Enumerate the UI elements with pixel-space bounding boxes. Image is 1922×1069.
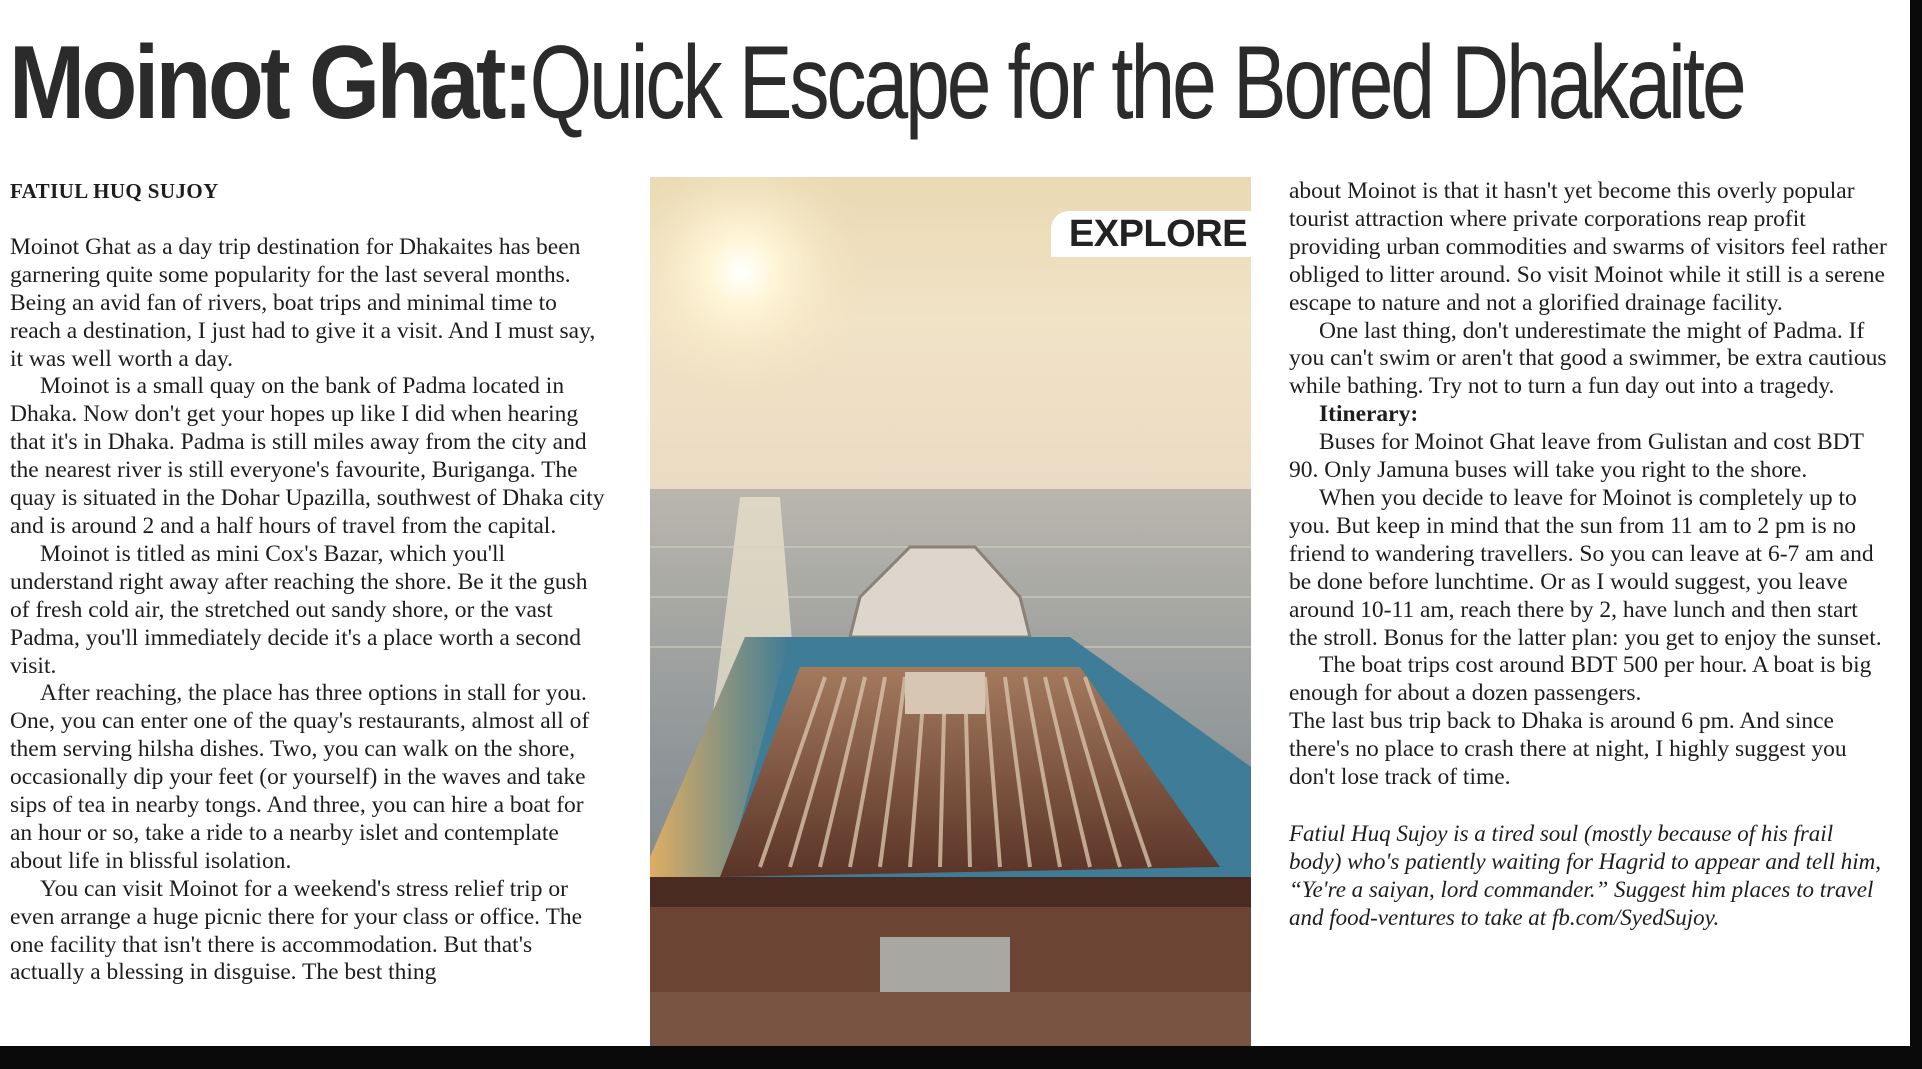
paragraph: When you decide to leave for Moinot is completely up to you. But keep in mind that the sun from 11 am to 2 pm is no friend to wandering travellers. So you can leave at 6-7 am and be done before lunchtime. Or as I would suggest, you leave around 10-11 am, reach there by 2, have lunch and then start the stroll. Bonus for the latter plan: you get to enjoy the sunset. — [1289, 484, 1882, 651]
paragraph: After reaching, the place has three options in stall for you. One, you can enter one of the quay's restaurants, almost all of them serving hilsha dishes. Two, you can walk on the shore, occasionally dip your feet (or yourself) in the waves and take sips of tea in nearby tongs. And three, you can hire a boat for an hour or so, take a ride to a nearby islet and contemplate about life in blissful isolation. — [10, 680, 590, 874]
paragraph: The boat trips cost around BDT 500 per hour. A boat is big enough for about a dozen passengers. — [1289, 652, 1872, 707]
paragraph: Buses for Moinot Ghat leave from Gulistan and cost BDT 90. Only Jamuna buses will take you right to the shore. — [1289, 429, 1864, 484]
paragraph: Moinot Ghat as a day trip destination for Dhakaites has been garnering quite some popularity for the last several months. Being an avid fan of rivers, boat trips and minimal time to reach a destination, I just had to give it a visit. And I must say, it was well worth a day. — [10, 233, 596, 372]
article-column-right — [1289, 178, 1889, 931]
paragraph: Moinot is a small quay on the bank of Padma located in Dhaka. Now don't get your hopes up like I did when hearing that it's in Dhaka. Padma is still miles away from the city and the nearest river is still everyone's favourite, Buriganga. The quay is situated in the Dohar Upazilla, southwest of Dhaka city and is around 2 and a half hours of travel from the capital. — [10, 373, 605, 539]
scan-border-bottom — [0, 1046, 1922, 1069]
author-bio: Fatiul Huq Sujoy is a tired soul (mostly because of his frail body) who's patiently waiting for Hagrid to appear and tell him, “Ye're a saiyan, lord commander.” Suggest him places to travel and food-ventures to take at fb.com/SyedSujoy. — [1289, 820, 1882, 930]
paragraph: You can visit Moinot for a weekend's stress relief trip or even arrange a huge picnic there for your class or office. The one facility that isn't there is accommodation. But that's actually a blessing in disguise. The best thing — [10, 875, 583, 986]
paragraph: about Moinot is that it hasn't yet become this overly popular tourist attraction where private corporations reap profit providing urban commodities and swarms of visitors feel rather obliged to litter around. So visit Moinot while it still is a serene escape to nature and not a glorified drainage facility. — [1289, 178, 1887, 316]
paragraph: The last bus trip back to Dhaka is around 6 pm. And since there's no place to crash there at night, I highly suggest you don't lose track of time. — [1289, 708, 1847, 791]
article-headline — [9, 24, 1744, 142]
paragraph: One last thing, don't underestimate the might of Padma. If you can't swim or aren't that good a swimmer, be extra cautious while bathing. Try not to turn a fun day out into a tragedy. — [1289, 317, 1887, 400]
scan-border-right — [1910, 0, 1922, 1069]
article-photo-boat-sunset — [650, 177, 1251, 1046]
boat-on-river-illustration — [650, 177, 1251, 1046]
itinerary-heading: Itinerary: — [1319, 401, 1419, 428]
byline: FATIUL HUQ SUJOY — [10, 179, 219, 203]
headline-subtitle-part: Quick Escape for the Bored Dhakaite — [529, 25, 1744, 141]
article-column-left — [10, 178, 610, 987]
cargo-stone — [880, 937, 1010, 992]
seat-block — [905, 672, 985, 714]
paragraph: Moinot is titled as mini Cox's Bazar, which you'll understand right away after reaching the shore. Be it the gush of fresh cold air, the stretched out sandy shore, or the vast Padma, you'll immediately decide it's a place worth a second visit. — [10, 540, 588, 679]
section-label-explore: EXPLORE — [1051, 211, 1251, 257]
headline-bold-part: Moinot Ghat: — [9, 25, 530, 141]
